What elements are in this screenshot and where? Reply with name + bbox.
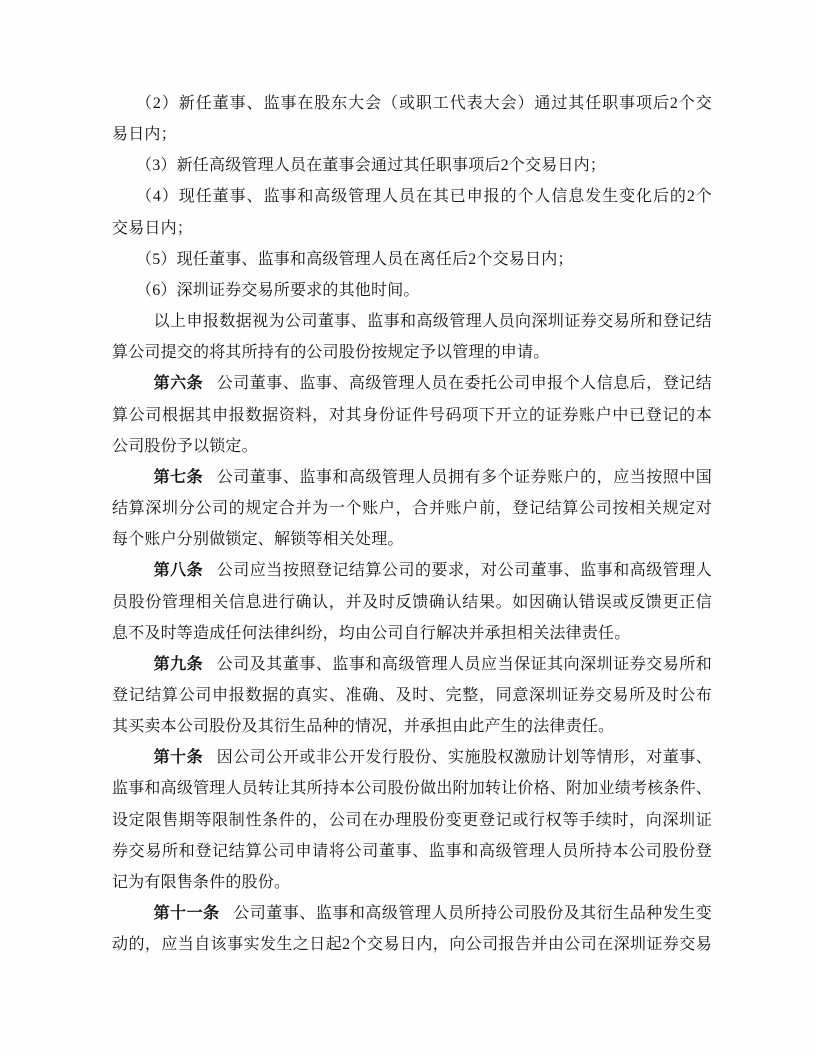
line-text: 设定限售期等限制性条件的，公司在办理股份变更登记或行权等手续时，向深圳证 [112,811,712,829]
line-text: 公司董事、监事和高级管理人员拥有多个证券账户的，应当按照中国 [216,468,712,486]
line-text: 记为有限售条件的股份。 [112,873,291,891]
text-line [112,213,712,244]
text-line [112,680,712,711]
article-number: 第八条 [153,562,204,580]
text-line [112,742,712,773]
text-line [112,150,712,181]
text-line [112,275,712,306]
text-line [112,649,712,680]
text-line [112,836,712,867]
article-number: 第七条 [153,468,204,486]
article-number: 第六条 [153,375,204,393]
line-text: 息不及时等造成任何法律纠纷，均由公司自行解决并承担相关法律责任。 [112,624,631,642]
text-line [112,555,712,586]
line-text: （3）新任高级管理人员在董事会通过其任职事项后2个交易日内； [136,157,607,175]
line-text: 登记结算公司申报数据的真实、准确、及时、完整，同意深圳证券交易所及时公布 [112,686,712,704]
article-number: 第九条 [153,655,204,673]
document-body [112,88,712,960]
text-line [112,368,712,399]
line-text: 其买卖本公司股份及其衍生品种的情况，并承担由此产生的法律责任。 [112,718,615,736]
line-text: 公司董事、监事、高级管理人员在委托公司申报个人信息后，登记结 [216,375,712,393]
line-text: （5）现任董事、监事和高级管理人员在离任后2个交易日内； [136,250,574,268]
line-text: 监事和高级管理人员转让其所持本公司股份做出附加转让价格、附加业绩考核条件、 [112,780,712,798]
text-line [112,181,712,212]
line-text: （2）新任董事、监事在股东大会（或职工代表大会）通过其任职事项后2个交 [136,95,712,112]
text-line [112,337,712,368]
line-text: 券交易所和登记结算公司申请将公司董事、监事和高级管理人员所持本公司股份登 [112,842,712,860]
line-text: 公司及其董事、监事和高级管理人员应当保证其向深圳证券交易所和 [216,655,712,673]
text-line [112,773,712,804]
line-text: 员股份管理相关信息进行确认，并及时反馈确认结果。如因确认错误或反馈更正信 [112,593,712,611]
line-text: 动的，应当自该事实发生之日起2个交易日内，向公司报告并由公司在深圳证券交易 [112,936,712,954]
text-line [112,618,712,649]
line-text: 公司董事、监事和高级管理人员所持公司股份及其衍生品种发生变 [233,905,712,923]
line-text: 交易日内； [112,219,194,237]
line-text: 公司股份予以锁定。 [112,437,258,455]
text-line [112,524,712,555]
line-text: 以上申报数据视为公司董事、监事和高级管理人员向深圳证券交易所和登记结 [153,313,712,331]
text-line [112,493,712,524]
line-text: （6）深圳证券交易所要求的其他时间。 [136,281,420,299]
text-line [112,400,712,431]
text-line [112,867,712,898]
text-line [112,431,712,462]
text-line [112,711,712,742]
line-text: 每个账户分别做锁定、解锁等相关处理。 [112,531,404,549]
line-text: （4）现任董事、监事和高级管理人员在其已申报的个人信息发生变化后的2个 [136,188,712,206]
text-line [112,462,712,493]
text-line [112,929,712,960]
article-number: 第十一条 [153,905,220,923]
text-line [112,306,712,337]
text-line [112,898,712,929]
text-line [112,119,712,150]
article-number: 第十条 [153,749,204,767]
line-text: 结算深圳分公司的规定合并为一个账户，合并账户前，登记结算公司按相关规定对 [112,500,712,518]
line-text: 易日内； [112,126,177,144]
line-text: 算公司提交的将其所持有的公司股份按规定予以管理的申请。 [112,344,550,362]
line-text: 公司应当按照登记结算公司的要求，对公司董事、监事和高级管理人 [216,562,712,580]
text-line [112,805,712,836]
text-line [112,88,712,119]
line-text: 算公司根据其申报数据资料，对其身份证件号码项下开立的证券账户中已登记的本 [112,406,712,424]
text-line [112,587,712,618]
line-text: 因公司公开或非公开发行股份、实施股权激励计划等情形，对董事、 [216,749,712,767]
text-line [112,244,712,275]
